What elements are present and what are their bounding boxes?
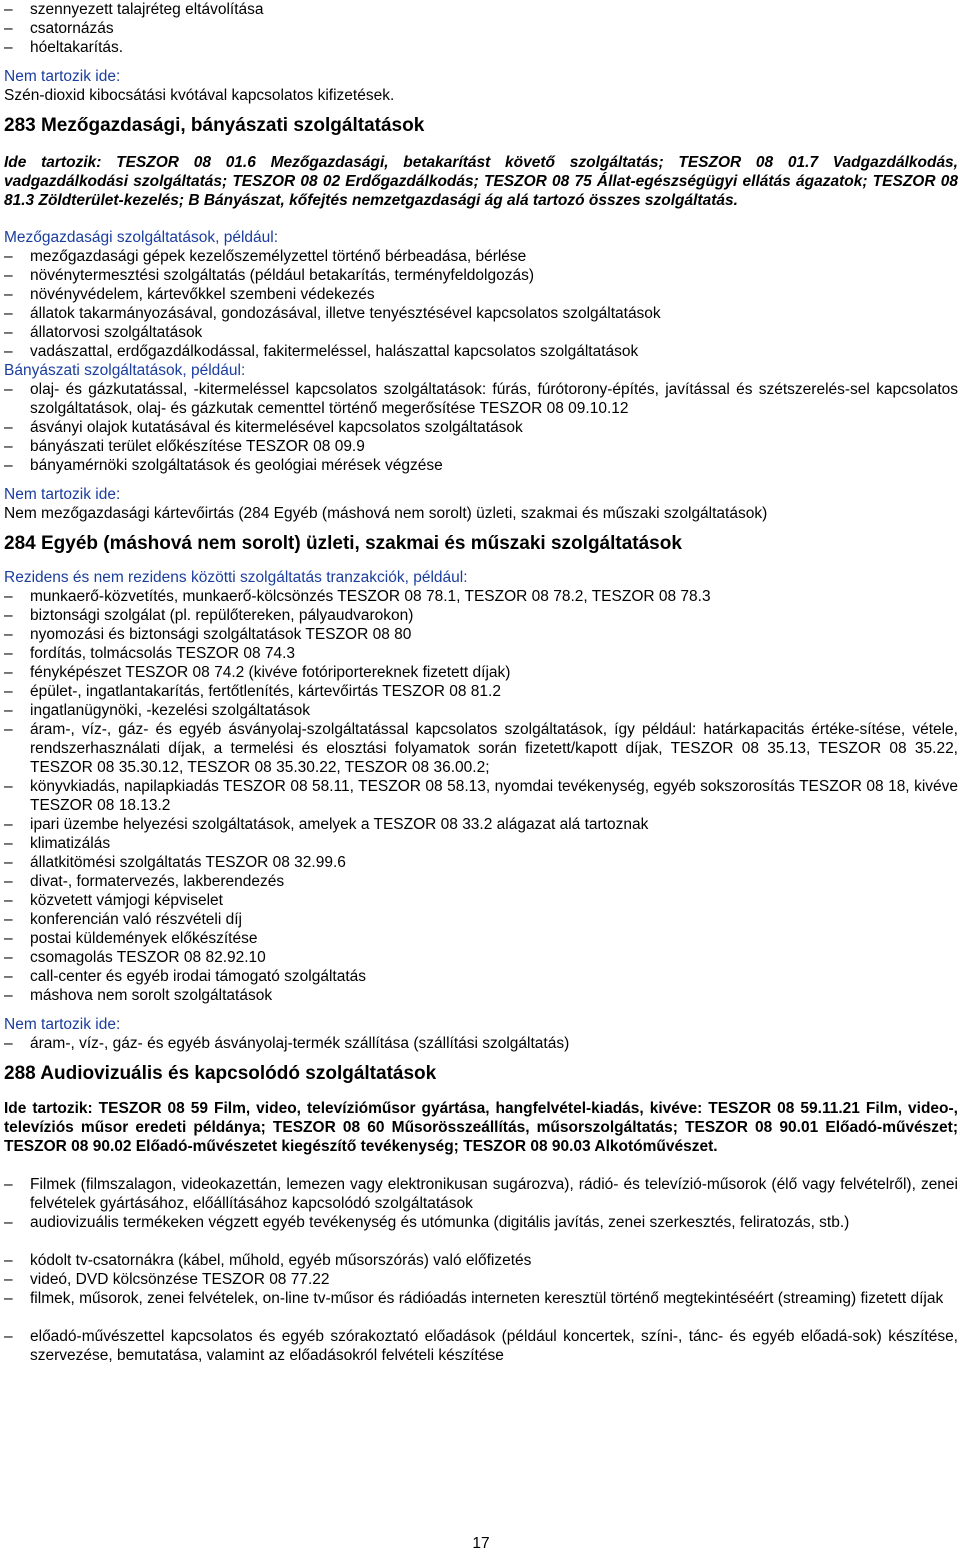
excluded-label: Nem tartozik ide: (4, 68, 121, 85)
list-label: Rezidens és nem rezidens közötti szolgáltatás tranzakciók, például: (4, 569, 468, 586)
list-label: Bányászati szolgáltatások, például: (4, 362, 246, 379)
list-label: Mezőgazdasági szolgáltatások, például: (4, 229, 279, 246)
section-heading: 284 Egyéb (máshová nem sorolt) üzleti, szakmai és műszaki szolgáltatások (4, 533, 682, 554)
excluded-label: Nem tartozik ide: (4, 1016, 121, 1033)
section-heading: 288 Audiovizuális és kapcsolódó szolgáltatások (4, 1063, 437, 1084)
includes-text: Ide tartozik: TESZOR 08 59 Film, video, televízióműsor gyártása, hangfelvétel-kiadás, kivéve: TESZOR 08 59.11.21 Film, video-, televíziós műsor eredeti példánya; TESZOR 08 60 Műsorösszeállítás, műsorszolgáltatás; TESZOR 08 90.01 Előadó-művészet; TESZOR 08 90.02 Előadó-művészetet kiegészítő tevékenység; TESZOR 08 90.03 Alkotóművészet. (4, 1100, 958, 1155)
excluded-label: Nem tartozik ide: (4, 486, 121, 503)
excluded-text: Szén-dioxid kibocsátási kvótával kapcsolatos kifizetések. (4, 87, 395, 104)
includes-text: Ide tartozik: TESZOR 08 01.6 Mezőgazdasági, betakarítást követő szolgáltatás; TESZOR 08 01.7 Vadgazdálkodás, vadgazdálkodási szolgáltatás; TESZOR 08 02 Erdőgazdálkodás; TESZOR 08 75 Állat-egészségügyi ellátás ágazatok; TESZOR 08 81.3 Zöldterület-kezelés; B Bányászat, kőfejtés nemzetgazdasági ág alá tartozó összes szolgáltatás. (4, 154, 958, 209)
section-heading: 283 Mezőgazdasági, bányászati szolgáltatások (4, 115, 425, 136)
excluded-text: Nem mezőgazdasági kártevőirtás (284 Egyéb (máshová nem sorolt) üzleti, szakmai és műszaki szolgáltatások) (4, 505, 768, 522)
page-number: 17 (472, 1535, 490, 1552)
